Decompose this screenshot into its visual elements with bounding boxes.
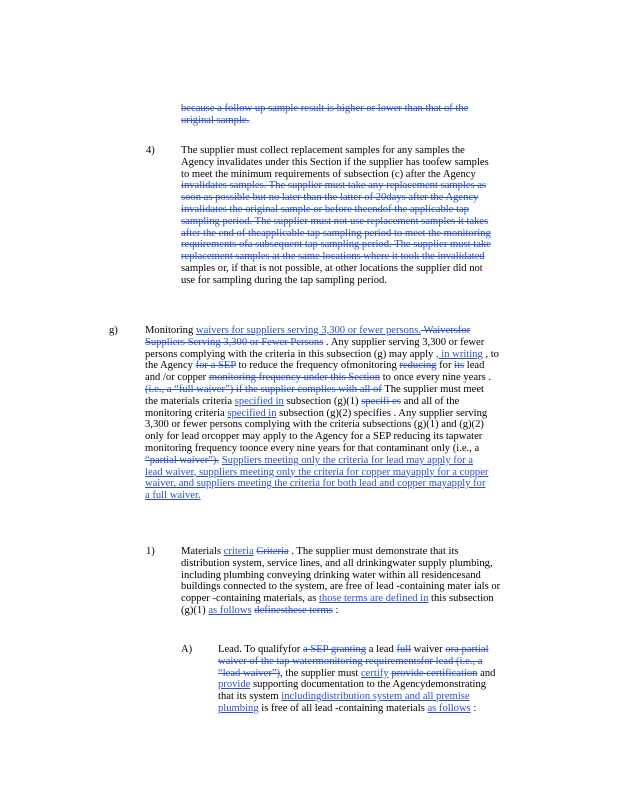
- text-line: [145, 360, 531, 372]
- deleted-text: replacement samples at the same locations where it took the invalidated: [181, 251, 485, 263]
- deleted-text: Waiversfor: [420, 325, 471, 336]
- text-line: [145, 490, 531, 502]
- inserted-text: plumbing: [218, 702, 259, 714]
- text-run: samples or, if that is not possible, at other locations the supplier did not: [181, 262, 483, 274]
- text-line: [145, 372, 531, 384]
- text-line: [181, 263, 527, 275]
- deleted-text: for a SEP: [195, 360, 236, 372]
- text-run: (g)(1): [181, 604, 209, 616]
- text-line: [181, 251, 527, 263]
- text-run: supporting documentation to the Agencydemonstrating: [250, 679, 487, 691]
- text-line: [145, 467, 531, 479]
- text-run: lead: [464, 360, 485, 372]
- inserted-text: includingdistribution system and all premise: [281, 691, 470, 703]
- text-line: [145, 396, 531, 408]
- item-4-body: [181, 145, 527, 287]
- text-line: [181, 115, 511, 127]
- deleted-text: because a follow up sample result is higher or lower than that of the: [181, 103, 469, 114]
- deleted-text: full: [396, 644, 412, 655]
- inserted-text: , in writing: [435, 348, 483, 360]
- text-run: The supplier must collect replacement samples for any samples the: [181, 145, 465, 156]
- text-line: [218, 691, 530, 703]
- deleted-text: requirements ofa subsequent tap sampling period. The supplier must take: [181, 239, 491, 251]
- text-line: [181, 546, 527, 558]
- text-line: [145, 443, 531, 455]
- text-line: [218, 644, 530, 656]
- text-run: Lead. To qualifyfor: [218, 644, 303, 655]
- deleted-text: provide certification: [391, 667, 478, 679]
- text-run: copper -containing materials, as: [181, 593, 319, 605]
- deleted-text: a SEP granting: [302, 644, 367, 655]
- deleted-text: “partial waiver”).: [145, 454, 220, 466]
- deleted-text: its: [454, 360, 465, 372]
- item-4-marker: 4): [146, 145, 155, 156]
- text-run: use for sampling during the tap sampling period.: [181, 274, 387, 286]
- item-1-body: [181, 546, 527, 617]
- inserted-text: specified in: [234, 395, 284, 407]
- inserted-text: as follows: [208, 604, 252, 616]
- inserted-text: provide: [218, 679, 251, 691]
- text-run: Agency invalidates under this Section if the supplier has toofew samples: [181, 156, 489, 168]
- deleted-text: reducing: [399, 360, 437, 372]
- text-line: [181, 570, 527, 582]
- inserted-text: specified in: [227, 407, 277, 419]
- text-line: [181, 593, 527, 605]
- text-run: only for lead orcopper may apply to the Agency for a SEP reducing its tapwater: [145, 431, 483, 443]
- text-run: subsection (g)(2) specifies . Any supplier serving: [276, 407, 488, 419]
- deleted-text: invalidates the original sample or before theendof the applicable tap: [181, 203, 469, 215]
- deleted-text: sampling period. The supplier must not use replacement samples it takes: [181, 215, 489, 227]
- text-run: buildings connected to the system, are free of lead -containing mater ials or: [181, 581, 501, 593]
- text-run: for: [436, 360, 455, 372]
- text-line: [145, 478, 531, 490]
- text-run: . The supplier must demonstrate that its: [288, 546, 459, 557]
- deleted-text: soon as possible but no later than the latter of 20days after the Agency: [181, 192, 479, 204]
- text-line: [218, 703, 530, 715]
- text-run: monitoring criteria: [145, 407, 228, 419]
- text-line: [145, 337, 531, 349]
- text-run: the materials criteria: [145, 395, 235, 407]
- text-line: [181, 605, 527, 617]
- text-line: [181, 145, 527, 157]
- text-line: [181, 558, 527, 570]
- text-run: monitoring frequency toonce every nine years for that contaminant only (i.e., a: [145, 442, 480, 454]
- text-line: [181, 157, 527, 169]
- text-run: waiver: [411, 644, 446, 655]
- text-line: [181, 103, 511, 115]
- inserted-text: Suppliers meeting only the criteria for lead may apply for a: [221, 454, 474, 466]
- deleted-text: original sample.: [181, 114, 250, 126]
- text-run: distribution system, service lines, and all drinkingwater supply plumbing,: [181, 557, 493, 569]
- text-line: [181, 169, 527, 181]
- text-run: Materials: [181, 546, 224, 557]
- text-line: [145, 455, 531, 467]
- item-a-marker: A): [181, 644, 193, 655]
- text-run: . Any supplier serving 3,300 or fewer: [323, 336, 485, 348]
- text-run: to meet the minimum requirements of subsection (c) after the Agency: [181, 168, 476, 180]
- text-line: [145, 431, 531, 443]
- inserted-text: as follows: [427, 702, 471, 714]
- text-run: that its system: [218, 691, 282, 703]
- text-run: to reduce the frequency ofmonitoring: [235, 360, 400, 372]
- text-line: [218, 668, 530, 680]
- text-line: [181, 275, 527, 287]
- inserted-text: certify: [360, 667, 389, 679]
- text-line: [145, 384, 531, 396]
- deleted-text: ora partial: [445, 644, 489, 655]
- text-run: subsection (g)(1): [283, 395, 362, 407]
- text-run: , the supplier must: [280, 667, 361, 679]
- text-line: [181, 204, 527, 216]
- inserted-text: a full waiver.: [145, 490, 201, 502]
- text-line: [181, 180, 527, 192]
- text-run: is free of all lead -containing materials: [258, 702, 428, 714]
- text-line: [181, 239, 527, 251]
- text-line: [181, 228, 527, 240]
- text-run: to once every nine years .: [380, 372, 491, 384]
- text-run: :: [332, 604, 339, 616]
- deleted-text: monitoring frequency under this Section: [208, 372, 381, 384]
- text-run: persons complying with the criteria in this subsection (g) may apply: [145, 348, 436, 360]
- deleted-text: (i.e., a “full waiver”) if the supplier complies with all of: [145, 383, 382, 395]
- deleted-fragment: [181, 103, 511, 127]
- deleted-text: after the end of theapplicable tap sampling period to meet the monitoring: [181, 227, 491, 239]
- text-run: and all of the: [400, 395, 460, 407]
- inserted-text: waiver, and suppliers meeting the criteria for both lead and copper mayapply for: [145, 478, 486, 490]
- text-line: [181, 192, 527, 204]
- deleted-text: definesthese terms: [254, 604, 333, 616]
- text-run: and /or copper: [145, 372, 209, 384]
- deleted-text: “lead waiver”): [218, 667, 281, 679]
- inserted-text: criteria: [223, 546, 254, 557]
- text-run: , to: [482, 348, 499, 360]
- deleted-text: Criteria: [256, 546, 289, 557]
- deleted-text: specifi es: [361, 395, 401, 407]
- text-line: [218, 679, 530, 691]
- item-a-body: [218, 644, 530, 715]
- section-g-body: [145, 325, 531, 502]
- section-g-marker: g): [109, 325, 118, 336]
- text-line: [181, 216, 527, 228]
- text-run: The supplier must meet: [381, 383, 485, 395]
- text-run: a lead: [366, 644, 397, 655]
- text-run: 3,300 or fewer persons complying with the criteria subsections (g)(1) and (g)(2): [145, 419, 484, 431]
- text-run: the Agency: [145, 360, 196, 372]
- inserted-text: those terms are defined in: [318, 593, 429, 605]
- text-run: Monitoring: [145, 325, 196, 336]
- inserted-text: lead waiver, suppliers meeting only the criteria for copper mayapply for a copper: [145, 466, 489, 478]
- deleted-text: Suppliers Serving 3,300 or Fewer Persons: [145, 336, 324, 348]
- text-line: [181, 581, 527, 593]
- text-line: [145, 419, 531, 431]
- inserted-text: waivers for suppliers serving 3,300 or fewer persons.: [195, 325, 421, 336]
- text-run: :: [470, 702, 477, 714]
- deleted-text: waiver of the tap watermonitoring requirementsfor lead (i.e., a: [218, 655, 483, 667]
- deleted-text: invalidates samples. The supplier must take any replacement samples as: [181, 180, 487, 192]
- text-run: including plumbing conveying drinking water within all residencesand: [181, 569, 481, 581]
- text-line: [218, 656, 530, 668]
- text-line: [145, 349, 531, 361]
- text-run: this subsection: [428, 593, 494, 605]
- text-line: [145, 408, 531, 420]
- item-1-marker: 1): [146, 546, 155, 557]
- text-line: [145, 325, 531, 337]
- text-run: and: [477, 667, 496, 679]
